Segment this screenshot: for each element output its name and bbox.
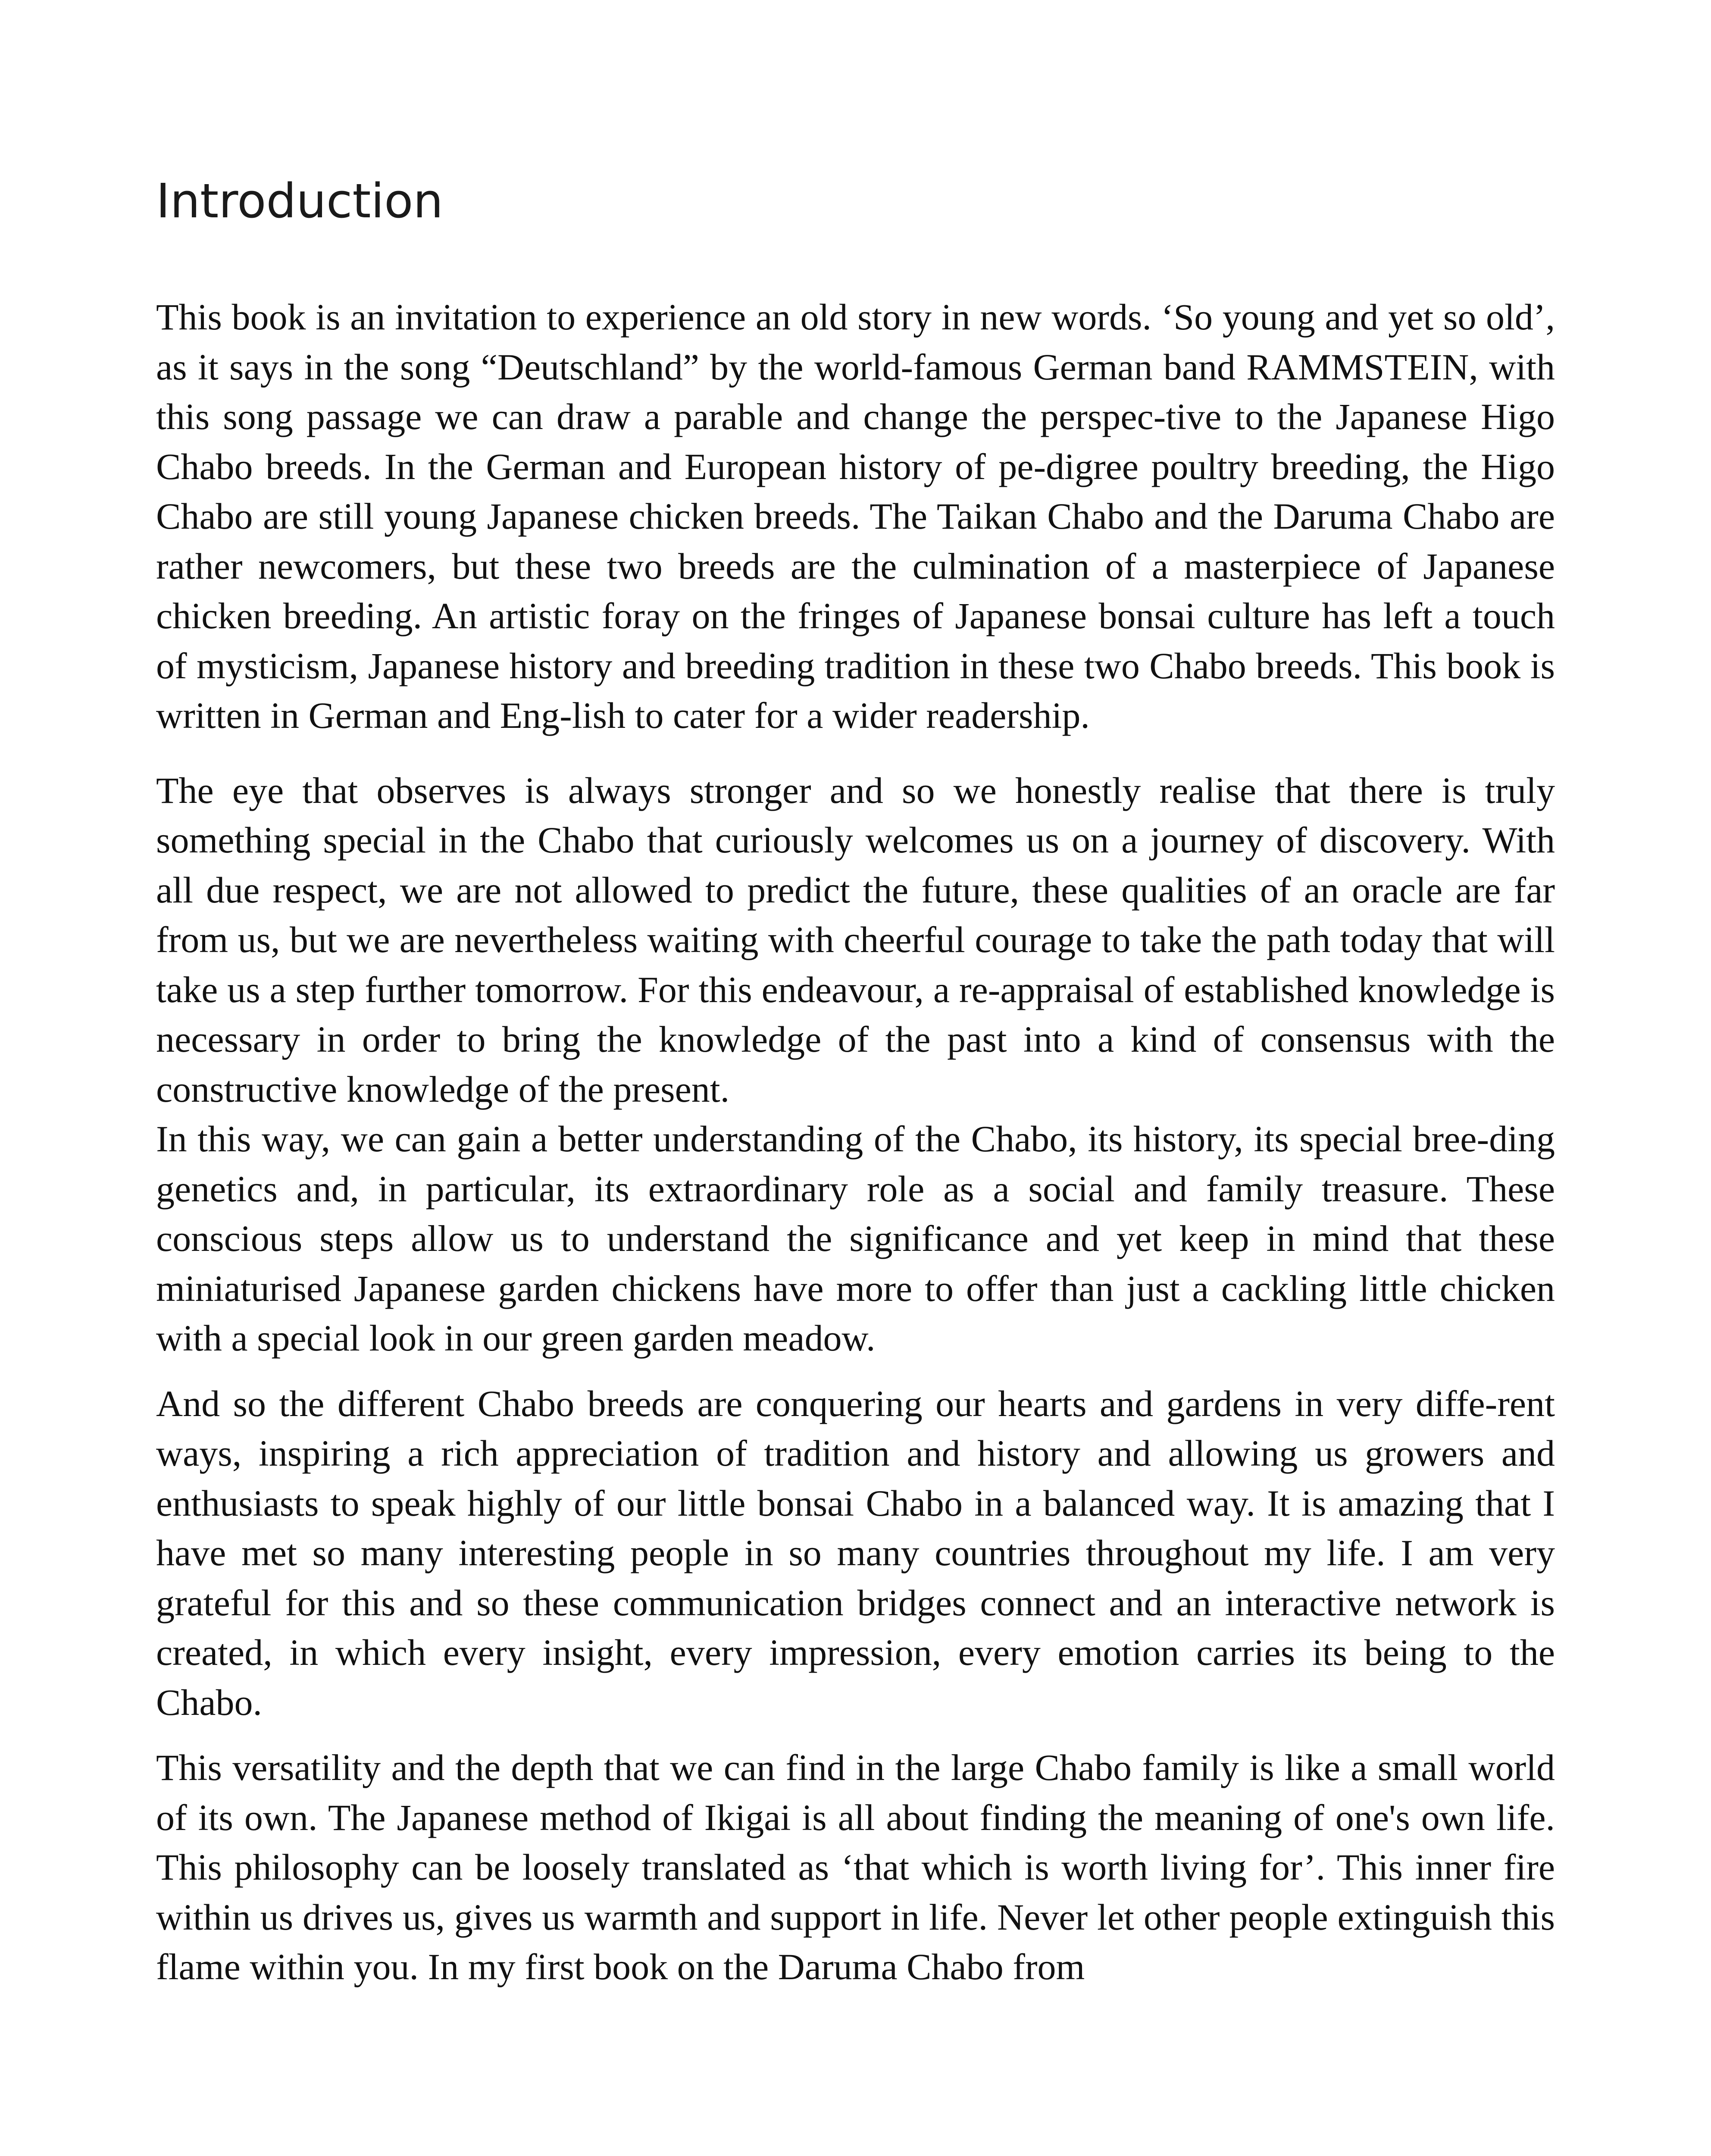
body-text xyxy=(156,292,1555,1992)
paragraph-2: The eye that observes is always stronger and so we honestly realise that there is truly something special in the Chabo that curiously welcomes us on a journey of discovery. With all due respect, we are not allowed to predict the future, these qualities of an oracle are far from us, but we are nevertheless waiting with cheerful courage to take the path today that will take us a step further tomorrow. For this endeavour, a re-appraisal of established knowledge is necessary in order to bring the knowledge of the past into a kind of consensus with the constructive knowledge of the present. xyxy=(156,769,1555,1110)
section-heading: Introduction xyxy=(156,173,444,229)
paragraph-5: This versatility and the depth that we can find in the large Chabo family is like a small world of its own. The Japanese method of Ikigai is all about finding the meaning of one's own life. This philosophy can be loosely translated as ‘that which is worth living for’. This inner fire within us drives us, gives us warmth and support in life. Never let other people extinguish this flame within you. In my first book on the Daruma Chabo from xyxy=(156,1747,1555,1987)
paragraph-3: In this way, we can gain a better understanding of the Chabo, its history, its special bree-ding genetics and, in particular, its extraordinary role as a social and family treasure. These conscious steps allow us to understand the significance and yet keep in mind that these miniaturised Japanese garden chickens have more to offer than just a cackling little chicken with a special look in our green garden meadow. xyxy=(156,1118,1555,1359)
paragraph-1: This book is an invitation to experience an old story in new words. ‘So young and yet so old’, as it says in the song “Deutschland” by the world-famous German band RAMMSTEIN, with this song passage we can draw a parable and change the perspec-tive to the Japanese Higo Chabo breeds. In the German and European history of pe-digree poultry breeding, the Higo Chabo are still young Japanese chicken breeds. The Taikan Chabo and the Daruma Chabo are rather newcomers, but these two breeds are the culmination of a masterpiece of Japanese chicken breeding. An artistic foray on the fringes of Japanese bonsai culture has left a touch of mysticism, Japanese history and breeding tradition in these two Chabo breeds. This book is written in German and Eng-lish to cater for a wider readership. xyxy=(156,296,1555,736)
paragraph-4: And so the different Chabo breeds are conquering our hearts and gardens in very diffe-rent ways, inspiring a rich appreciation of tradition and history and allowing us growers and enthusiasts to speak highly of our little bonsai Chabo in a balanced way. It is amazing that I have met so many interesting people in so many countries throughout my life. I am very grateful for this and so these communication bridges connect and an interactive network is created, in which every insight, every impression, every emotion carries its being to the Chabo. xyxy=(156,1382,1555,1723)
